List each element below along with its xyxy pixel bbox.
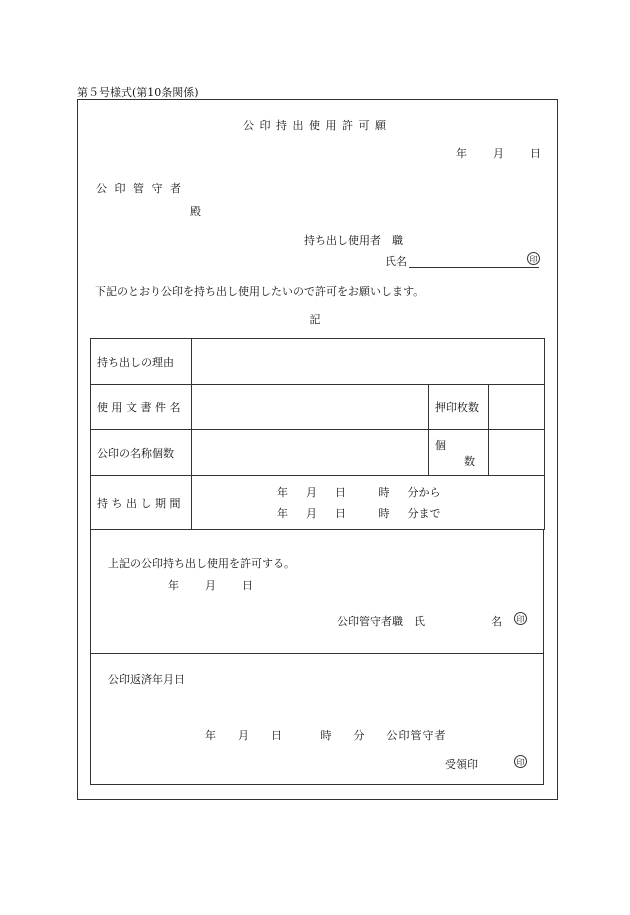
period-to: 年 月 日 時 分まで — [277, 506, 441, 520]
table-row — [91, 476, 545, 530]
return-label: 公印返済年月日 — [108, 673, 185, 686]
period-label: 持 ち 出 し 期 間 — [91, 476, 192, 530]
details-table — [90, 338, 545, 530]
table-row — [91, 385, 545, 430]
document-label: 使 用 文 書 件 名 — [91, 385, 192, 430]
count-label: 個 数 — [429, 430, 489, 476]
reason-label: 持ち出しの理由 — [91, 339, 192, 385]
custodian-label: 公印管守者職 氏 — [337, 615, 425, 628]
approval-text: 上記の公印持ち出し使用を許可する。 — [108, 557, 295, 570]
return-section — [90, 653, 544, 785]
form-title: 公 印 持 出 使 用 許 可 願 — [243, 119, 387, 132]
note-mark: 記 — [309, 313, 321, 326]
return-datetime: 年 月 日 時 分 公印管守者 — [205, 729, 447, 742]
reason-value[interactable] — [192, 339, 545, 385]
seal-name-value[interactable] — [192, 430, 429, 476]
table-row — [91, 339, 545, 385]
period-from: 年 月 日 時 分から — [277, 485, 441, 499]
request-text: 下記のとおり公印を持ち出し使用したいので許可をお願いします。 — [95, 285, 425, 298]
seal-mark: 印 — [527, 252, 540, 265]
approval-date: 年 月 日 — [168, 579, 255, 592]
name-label: 氏名 — [385, 255, 407, 268]
addressee: 公 印 管 守 者 — [96, 182, 183, 195]
name-suffix: 名 — [491, 615, 502, 628]
application-date: 年 月 日 — [456, 147, 543, 160]
receipt-seal: 印 — [514, 755, 527, 768]
applicant-title: 持ち出し使用者 職 — [304, 234, 403, 247]
form-number: 第５号様式(第10条関係) — [77, 86, 199, 99]
applicant-seal — [527, 252, 540, 265]
stamp-count-label: 押印枚数 — [429, 385, 489, 430]
name-underline — [409, 267, 539, 268]
honorific: 殿 — [190, 205, 201, 218]
document-value[interactable] — [192, 385, 429, 430]
period-value[interactable] — [192, 476, 545, 530]
receipt-label: 受領印 — [445, 758, 478, 771]
table-row — [91, 430, 545, 476]
approval-section — [90, 529, 544, 654]
stamp-count-value[interactable] — [489, 385, 545, 430]
seal-name-label: 公印の名称個数 — [91, 430, 192, 476]
count-value[interactable] — [489, 430, 545, 476]
custodian-seal: 印 — [514, 612, 527, 625]
